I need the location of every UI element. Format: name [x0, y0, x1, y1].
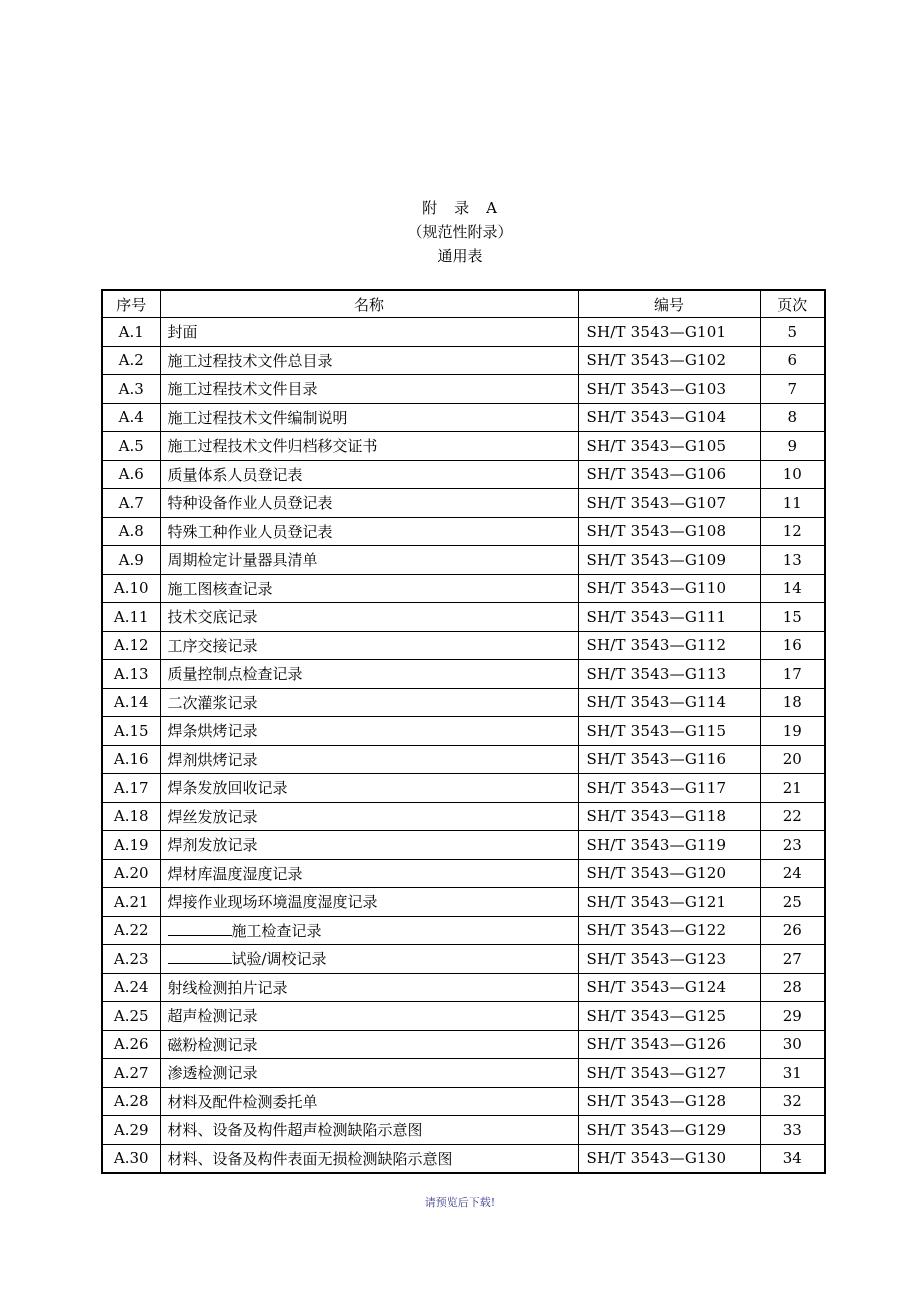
row-form-name: [160, 432, 578, 461]
row-page-number: 21: [760, 774, 825, 803]
row-form-name: [160, 916, 578, 945]
row-form-code: SH/T 3543—G125: [578, 1002, 760, 1031]
table-row: [102, 403, 825, 432]
row-form-name: [160, 1059, 578, 1088]
row-form-name: [160, 546, 578, 575]
appendix-title: 附 录 A: [422, 199, 498, 217]
row-page-number: 24: [760, 859, 825, 888]
row-form-code: SH/T 3543—G108: [578, 517, 760, 546]
row-index: A.14: [102, 688, 160, 717]
form-name-text: 材料、设备及构件表面无损检测缺陷示意图: [167, 1149, 453, 1168]
table-row: [102, 717, 825, 746]
row-index: A.15: [102, 717, 160, 746]
row-index: A.18: [102, 802, 160, 831]
row-index: A.13: [102, 660, 160, 689]
row-form-code: SH/T 3543—G115: [578, 717, 760, 746]
table-row: [102, 489, 825, 518]
row-form-code: SH/T 3543—G111: [578, 603, 760, 632]
row-index: A.26: [102, 1030, 160, 1059]
row-page-number: 27: [760, 945, 825, 974]
table-row: [102, 346, 825, 375]
row-index: A.21: [102, 888, 160, 917]
table-row: [102, 375, 825, 404]
row-form-code: SH/T 3543—G103: [578, 375, 760, 404]
row-page-number: 31: [760, 1059, 825, 1088]
table-row: [102, 318, 825, 347]
row-form-name: [160, 1144, 578, 1173]
form-name-text: 施工检查记录: [231, 921, 322, 940]
row-form-name: [160, 688, 578, 717]
column-header-index: 序号: [102, 290, 160, 318]
row-form-code: SH/T 3543—G118: [578, 802, 760, 831]
table-row: [102, 802, 825, 831]
table-row: [102, 745, 825, 774]
row-form-name: [160, 631, 578, 660]
row-page-number: 5: [760, 318, 825, 347]
form-name-text: 渗透检测记录: [167, 1064, 258, 1083]
row-form-code: SH/T 3543—G113: [578, 660, 760, 689]
row-page-number: 13: [760, 546, 825, 575]
row-form-name: [160, 831, 578, 860]
row-index: A.23: [102, 945, 160, 974]
row-index: A.22: [102, 916, 160, 945]
row-form-code: SH/T 3543—G102: [578, 346, 760, 375]
row-form-code: SH/T 3543—G110: [578, 574, 760, 603]
row-page-number: 19: [760, 717, 825, 746]
table-row: [102, 1030, 825, 1059]
row-page-number: 12: [760, 517, 825, 546]
table-row: [102, 631, 825, 660]
form-name-text: 质量体系人员登记表: [167, 465, 303, 484]
row-page-number: 20: [760, 745, 825, 774]
form-name-text: 质量控制点检查记录: [167, 665, 303, 684]
form-name-text: 施工过程技术文件目录: [167, 380, 318, 399]
download-note: 请预览后下载!: [424, 1196, 496, 1209]
form-name-text: 射线检测拍片记录: [167, 978, 288, 997]
row-form-code: SH/T 3543—G104: [578, 403, 760, 432]
row-form-name: [160, 859, 578, 888]
row-page-number: 29: [760, 1002, 825, 1031]
row-index: A.10: [102, 574, 160, 603]
row-form-code: SH/T 3543—G128: [578, 1087, 760, 1116]
row-page-number: 17: [760, 660, 825, 689]
column-header-name: 名称: [160, 290, 578, 318]
row-form-code: SH/T 3543—G123: [578, 945, 760, 974]
table-row: [102, 774, 825, 803]
row-form-name: [160, 403, 578, 432]
table-row: [102, 517, 825, 546]
row-page-number: 16: [760, 631, 825, 660]
row-form-name: [160, 1087, 578, 1116]
form-name-text: 工序交接记录: [167, 636, 258, 655]
row-form-code: SH/T 3543—G117: [578, 774, 760, 803]
row-form-name: [160, 1116, 578, 1145]
column-header-page: 页次: [760, 290, 825, 318]
row-form-name: [160, 660, 578, 689]
form-name-text: 焊材库温度湿度记录: [167, 864, 303, 883]
row-page-number: 34: [760, 1144, 825, 1173]
row-form-name: [160, 489, 578, 518]
row-form-code: SH/T 3543—G127: [578, 1059, 760, 1088]
row-page-number: 14: [760, 574, 825, 603]
row-index: A.20: [102, 859, 160, 888]
row-page-number: 22: [760, 802, 825, 831]
appendix-subtitle: （规范性附录）: [407, 223, 513, 241]
row-page-number: 6: [760, 346, 825, 375]
row-index: A.1: [102, 318, 160, 347]
row-index: A.19: [102, 831, 160, 860]
row-form-name: [160, 375, 578, 404]
row-index: A.25: [102, 1002, 160, 1031]
table-row: [102, 1002, 825, 1031]
row-form-name: [160, 1030, 578, 1059]
row-index: A.24: [102, 973, 160, 1002]
row-form-code: SH/T 3543—G119: [578, 831, 760, 860]
table-row: [102, 1059, 825, 1088]
row-form-code: SH/T 3543—G130: [578, 1144, 760, 1173]
form-name-text: 焊剂发放记录: [167, 836, 258, 855]
row-index: A.17: [102, 774, 160, 803]
form-name-text: 封面: [167, 323, 198, 342]
form-name-text: 施工图核查记录: [167, 579, 273, 598]
row-form-name: [160, 774, 578, 803]
row-index: A.11: [102, 603, 160, 632]
table-row: [102, 1116, 825, 1145]
row-form-code: SH/T 3543—G101: [578, 318, 760, 347]
row-index: A.8: [102, 517, 160, 546]
table-row: [102, 1087, 825, 1116]
column-header-code: 编号: [578, 290, 760, 318]
row-index: A.3: [102, 375, 160, 404]
form-name-text: 焊丝发放记录: [167, 807, 258, 826]
row-form-name: [160, 745, 578, 774]
row-form-code: SH/T 3543—G112: [578, 631, 760, 660]
row-form-code: SH/T 3543—G129: [578, 1116, 760, 1145]
row-index: A.16: [102, 745, 160, 774]
form-name-text: 二次灌浆记录: [167, 693, 258, 712]
row-page-number: 18: [760, 688, 825, 717]
row-page-number: 15: [760, 603, 825, 632]
row-form-code: SH/T 3543—G106: [578, 460, 760, 489]
row-form-name: [160, 574, 578, 603]
row-page-number: 32: [760, 1087, 825, 1116]
table-row: [102, 603, 825, 632]
row-index: A.6: [102, 460, 160, 489]
row-index: A.2: [102, 346, 160, 375]
form-name-text: 施工过程技术文件编制说明: [167, 408, 348, 427]
table-row: [102, 660, 825, 689]
row-form-name: [160, 973, 578, 1002]
row-index: A.28: [102, 1087, 160, 1116]
row-form-name: [160, 517, 578, 546]
row-form-name: [160, 888, 578, 917]
row-form-code: SH/T 3543—G121: [578, 888, 760, 917]
row-index: A.9: [102, 546, 160, 575]
table-row: [102, 888, 825, 917]
row-page-number: 26: [760, 916, 825, 945]
form-name-text: 焊剂烘烤记录: [167, 750, 258, 769]
row-page-number: 9: [760, 432, 825, 461]
row-form-code: SH/T 3543—G109: [578, 546, 760, 575]
row-index: A.5: [102, 432, 160, 461]
fill-in-blank-line: [168, 921, 232, 936]
table-row: [102, 1144, 825, 1173]
form-name-text: 超声检测记录: [167, 1007, 258, 1026]
table-row: [102, 460, 825, 489]
table-row: [102, 574, 825, 603]
row-page-number: 30: [760, 1030, 825, 1059]
row-page-number: 7: [760, 375, 825, 404]
fill-in-blank-line: [168, 949, 232, 964]
form-name-text: 焊条发放回收记录: [167, 779, 288, 798]
form-name-text: 材料及配件检测委托单: [167, 1092, 318, 1111]
row-page-number: 23: [760, 831, 825, 860]
table-row: [102, 831, 825, 860]
table-row: [102, 945, 825, 974]
row-form-code: SH/T 3543—G114: [578, 688, 760, 717]
row-form-name: [160, 346, 578, 375]
row-index: A.4: [102, 403, 160, 432]
form-name-text: 周期检定计量器具清单: [167, 551, 318, 570]
table-header-row: [102, 290, 825, 318]
table-row: [102, 688, 825, 717]
row-form-name: [160, 945, 578, 974]
row-form-code: SH/T 3543—G120: [578, 859, 760, 888]
form-name-text: 施工过程技术文件归档移交证书: [167, 437, 378, 456]
form-name-text: 试验/调校记录: [231, 950, 327, 969]
form-name-text: 磁粉检测记录: [167, 1035, 258, 1054]
table-row: [102, 546, 825, 575]
row-index: A.12: [102, 631, 160, 660]
row-page-number: 33: [760, 1116, 825, 1145]
table-body: [102, 318, 825, 1174]
table-caption: 通用表: [437, 247, 483, 265]
row-form-code: SH/T 3543—G126: [578, 1030, 760, 1059]
row-index: A.7: [102, 489, 160, 518]
row-form-name: [160, 318, 578, 347]
table-row: [102, 432, 825, 461]
row-form-code: SH/T 3543—G122: [578, 916, 760, 945]
general-forms-table: [101, 289, 826, 1174]
row-form-code: SH/T 3543—G124: [578, 973, 760, 1002]
row-form-name: [160, 717, 578, 746]
form-name-text: 特种设备作业人员登记表: [167, 494, 333, 513]
form-name-text: 焊接作业现场环境温度湿度记录: [167, 893, 378, 912]
row-form-code: SH/T 3543—G116: [578, 745, 760, 774]
form-name-text: 材料、设备及构件超声检测缺陷示意图: [167, 1121, 423, 1140]
row-form-name: [160, 1002, 578, 1031]
table-row: [102, 916, 825, 945]
table-row: [102, 859, 825, 888]
row-form-name: [160, 603, 578, 632]
form-name-text: 特殊工种作业人员登记表: [167, 522, 333, 541]
row-index: A.30: [102, 1144, 160, 1173]
row-page-number: 28: [760, 973, 825, 1002]
row-index: A.29: [102, 1116, 160, 1145]
form-name-text: 技术交底记录: [167, 608, 258, 627]
row-form-name: [160, 460, 578, 489]
row-form-code: SH/T 3543—G107: [578, 489, 760, 518]
form-name-text: 焊条烘烤记录: [167, 722, 258, 741]
table-row: [102, 973, 825, 1002]
row-form-name: [160, 802, 578, 831]
row-form-code: SH/T 3543—G105: [578, 432, 760, 461]
row-page-number: 10: [760, 460, 825, 489]
row-index: A.27: [102, 1059, 160, 1088]
row-page-number: 25: [760, 888, 825, 917]
form-name-text: 施工过程技术文件总目录: [167, 351, 333, 370]
row-page-number: 8: [760, 403, 825, 432]
row-page-number: 11: [760, 489, 825, 518]
